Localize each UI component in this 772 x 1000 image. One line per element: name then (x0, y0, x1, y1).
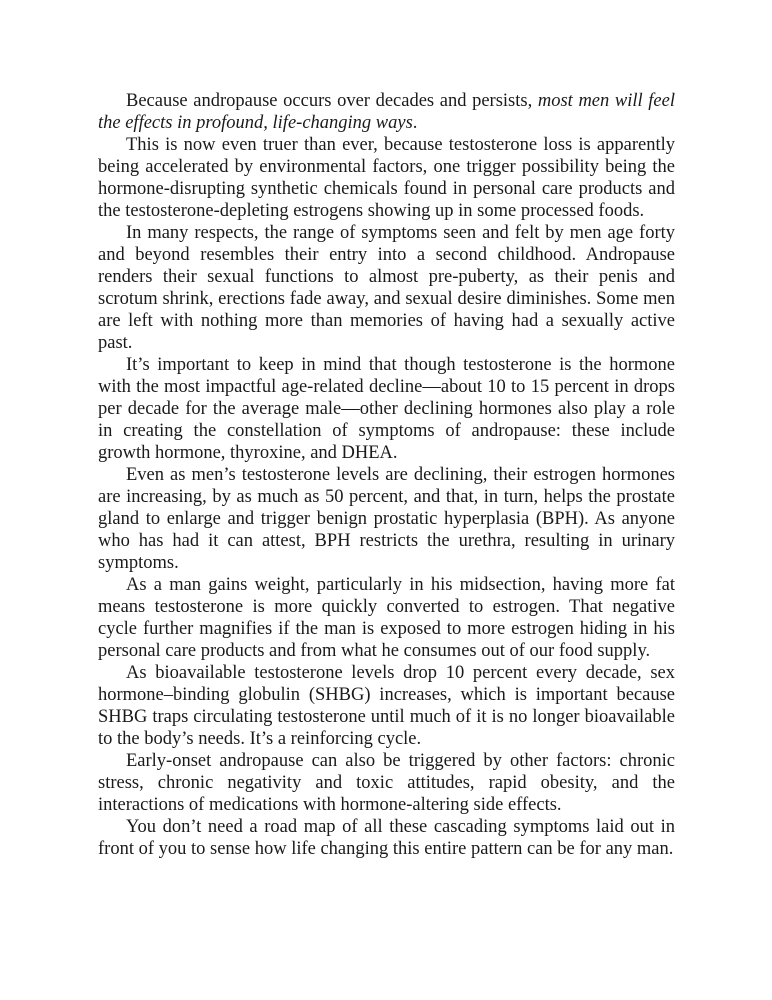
paragraph-3: In many respects, the range of symptoms seen and felt by men age forty and beyond resembles their entry into a second childhood. Andropause renders their sexual functions to almost pre-puberty, as their penis and scrotum shrink, erections fade away, and sexual desire diminishes. Some men are left with nothing more than memories of having had a sexually active past. (98, 223, 675, 353)
paragraph-1 (98, 90, 675, 134)
document-page (98, 90, 675, 860)
paragraph-1-tail: . (412, 113, 418, 133)
paragraph-7: As bioavailable testosterone levels drop 10 percent every decade, sex hormone–binding globulin (SHBG) increases, which is important because SHBG traps circulating testosterone until much of it is no longer bioavailable to the body’s needs. It’s a reinforcing cycle. (98, 663, 675, 749)
paragraph-5: Even as men’s testosterone levels are declining, their estrogen hormones are increasing, by as much as 50 percent, and that, in turn, helps the prostate gland to enlarge and trigger benign prostatic hyperplasia (BPH). As anyone who has had it can attest, BPH restricts the urethra, resulting in urinary symptoms. (98, 465, 675, 573)
paragraph-4: It’s important to keep in mind that though testosterone is the hormone with the most impactful age-related decline—about 10 to 15 percent in drops per decade for the average male—other declining hormones also play a role in creating the constellation of symptoms of andropause: these include growth hormone, thyroxine, and DHEA. (98, 355, 675, 463)
paragraph-1-text: Because andropause occurs over decades and persists, (126, 91, 538, 111)
paragraph-6: As a man gains weight, particularly in his midsection, having more fat means testosterone is more quickly converted to estrogen. That negative cycle further magnifies if the man is exposed to more estrogen hiding in his personal care products and from what he consumes out of our food supply. (98, 575, 675, 661)
paragraph-1-emphasis: most men will feel the effects in profound, life-changing ways (98, 91, 675, 133)
paragraph-9: You don’t need a road map of all these cascading symptoms laid out in front of you to sense how life changing this entire pattern can be for any man. (98, 817, 675, 859)
paragraph-2: This is now even truer than ever, because testosterone loss is apparently being accelerated by environmental factors, one trigger possibility being the hormone-disrupting synthetic chemicals found in personal care products and the testosterone-depleting estrogens showing up in some processed foods. (98, 135, 675, 221)
paragraph-8: Early-onset andropause can also be triggered by other factors: chronic stress, chronic negativity and toxic attitudes, rapid obesity, and the interactions of medications with hormone-altering side effects. (98, 751, 675, 815)
